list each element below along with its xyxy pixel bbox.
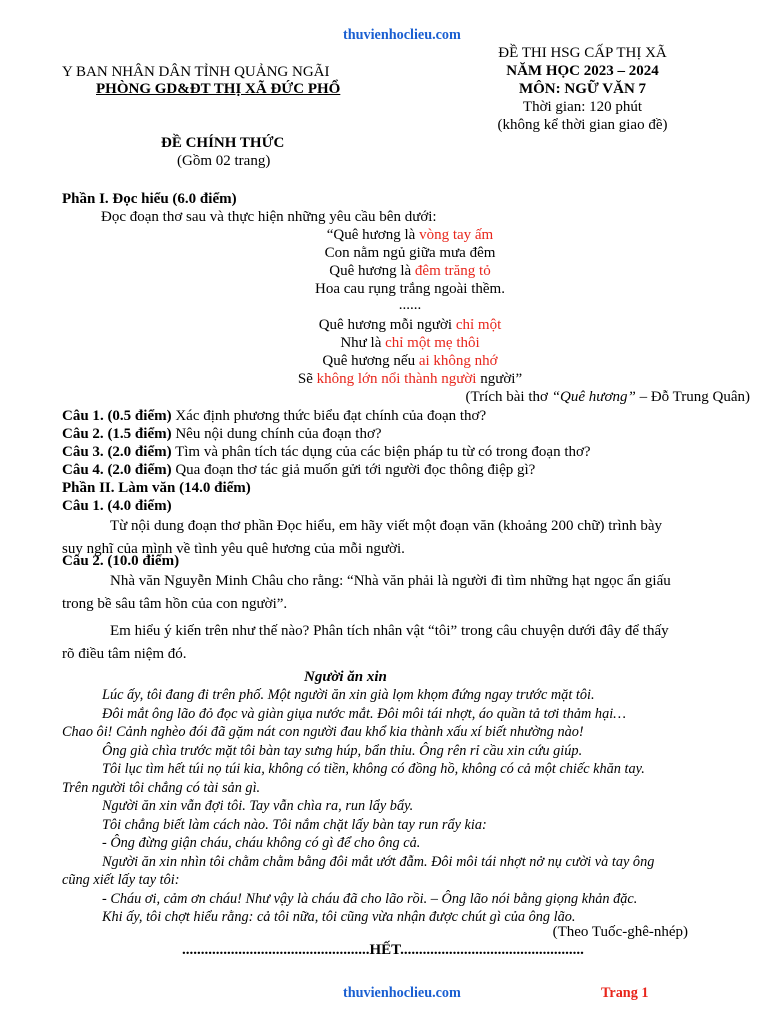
story-line: Ông già chìa trước mặt tôi bàn tay sưng húp, bẩn thỉu. Ông rên rỉ cầu xin cứu giúp. xyxy=(102,742,583,759)
part1-instruction: Đọc đoạn thơ sau và thực hiện những yêu cầu bên dưới: xyxy=(101,209,437,225)
part1-title: Phần I. Đọc hiểu (6.0 điểm) xyxy=(62,191,237,207)
poem-source: (Trích bài thơ “Quê hương” – Đỗ Trung Quân) xyxy=(465,389,750,405)
page-number: Trang 1 xyxy=(601,985,649,1001)
exam-year: NĂM HỌC 2023 – 2024 xyxy=(506,63,659,79)
story-line: Chao ôi! Cảnh nghèo đói đã gặm nát con người đau khổ kia thành xấu xí biết nhường nào! xyxy=(62,724,584,740)
story-line: Người ăn xin vẫn đợi tôi. Tay vẫn chìa ra, run lẩy bẩy. xyxy=(102,798,414,814)
story-line: - Ông đừng giận cháu, cháu không có gì để cho ông cả. xyxy=(102,835,421,851)
story-line: Lúc ấy, tôi đang đi trên phố. Một người ăn xin già lọm khọm đứng ngay trước mặt tôi. xyxy=(102,687,595,703)
exam-subject: MÔN: NGỮ VĂN 7 xyxy=(518,81,647,97)
story-credit: (Theo Tuốc-ghê-nhép) xyxy=(552,924,688,940)
exam-time: Thời gian: 120 phút xyxy=(522,99,643,115)
site-header-label[interactable]: thuvienhoclieu.com xyxy=(343,27,461,43)
footer-site-link[interactable]: thuvienhoclieu.com xyxy=(343,985,461,1001)
page-count: (Gồm 02 trang) xyxy=(177,153,271,169)
exam-title: ĐỀ THI HSG CẤP THỊ XÃ xyxy=(498,45,667,61)
poem-line: Quê hương là đêm trăng tỏ xyxy=(329,263,491,279)
poem-line: Quê hương mỗi người chỉ một xyxy=(318,317,502,333)
poem-line: “Quê hương là vòng tay ấm xyxy=(326,227,494,243)
question-1: Câu 1. (0.5 điểm) Xác định phương thức biểu đạt chính của đoạn thơ? xyxy=(62,408,487,424)
authority-name: Y BAN NHÂN DÂN TỈNH QUẢNG NGÃI xyxy=(62,64,330,80)
story-line: Trên người tôi chẳng có tài sản gì. xyxy=(62,779,261,796)
question-4: Câu 4. (2.0 điểm) Qua đoạn thơ tác giả muốn gửi tới người đọc thông điệp gì? xyxy=(62,462,536,478)
poem-line: ...... xyxy=(398,297,422,313)
department-name: PHÒNG GD&ĐT THỊ XÃ ĐỨC PHỔ xyxy=(96,81,341,97)
story-line: Người ăn xin nhìn tôi chằm chằm bằng đôi mắt ướt đẫm. Đôi môi tái nhợt nở nụ cười và tay ông xyxy=(102,853,655,870)
part2-question-2-title: Câu 2. (10.0 điểm) xyxy=(62,553,180,569)
question-3: Câu 3. (2.0 điểm) Tìm và phân tích tác dụng của các biện pháp tu từ có trong đoạn thơ? xyxy=(62,444,591,460)
part2-question-1-title: Câu 1. (4.0 điểm) xyxy=(62,498,172,514)
story-line: Tôi lục tìm hết túi nọ túi kia, không có tiền, không có đồng hồ, không có cả một chiếc khăn tay. xyxy=(102,761,645,777)
part2-question-2-quote: Nhà văn Nguyễn Minh Châu cho rằng: “Nhà văn phải là người đi tìm những hạt ngọc ẩn giấu trong bề sâu tâm hồn của con người”. xyxy=(62,573,671,612)
poem-line: Hoa cau rụng trắng ngoài thềm. xyxy=(315,281,505,297)
part2-title: Phần II. Làm văn (14.0 điểm) xyxy=(62,480,251,496)
end-marker: ..................................................HẾT................................................. xyxy=(182,942,584,958)
official-label: ĐỀ CHÍNH THỨC xyxy=(161,135,285,151)
story-title: Người ăn xin xyxy=(304,669,387,685)
story-line: Khi ấy, tôi chợt hiểu rằng: cả tôi nữa, tôi cũng vừa nhận được chút gì của ông lão. xyxy=(102,909,576,925)
poem-line: Như là chỉ một mẹ thôi xyxy=(340,335,480,351)
poem-line: Sẽ không lớn nổi thành người người” xyxy=(297,371,523,387)
story-body xyxy=(62,686,752,927)
poem-line: Quê hương nếu ai không nhớ xyxy=(322,353,498,369)
story-line: - Cháu ơi, cảm ơn cháu! Như vậy là cháu đã cho lão rồi. – Ông lão nói bằng giọng khản đặc. xyxy=(102,890,638,907)
story-line: Tôi chẳng biết làm cách nào. Tôi nắm chặt lấy bàn tay run rẩy kia: xyxy=(102,816,487,833)
part2-question-1-text: Từ nội dung đoạn thơ phần Đọc hiểu, em hãy viết một đoạn văn (khoảng 200 chữ) trình bày suy nghĩ của mình về tình yêu quê hương của mỗi người. xyxy=(62,518,662,557)
question-2: Câu 2. (1.5 điểm) Nêu nội dung chính của đoạn thơ? xyxy=(62,426,382,442)
story-line: Đôi mắt ông lão đỏ đọc và giàn giụa nước mắt. Đôi môi tái nhợt, áo quần tả tơi thảm hại… xyxy=(102,705,626,722)
story-line: cũng xiết lấy tay tôi: xyxy=(62,872,180,888)
poem-line: Con nằm ngủ giữa mưa đêm xyxy=(324,245,496,261)
exam-time-note: (không kể thời gian giao đề) xyxy=(497,117,668,133)
part2-question-2-prompt: Em hiểu ý kiến trên như thế nào? Phân tích nhân vật “tôi” trong câu chuyện dưới đây để thấy rõ điều tâm niệm đó. xyxy=(62,623,669,662)
